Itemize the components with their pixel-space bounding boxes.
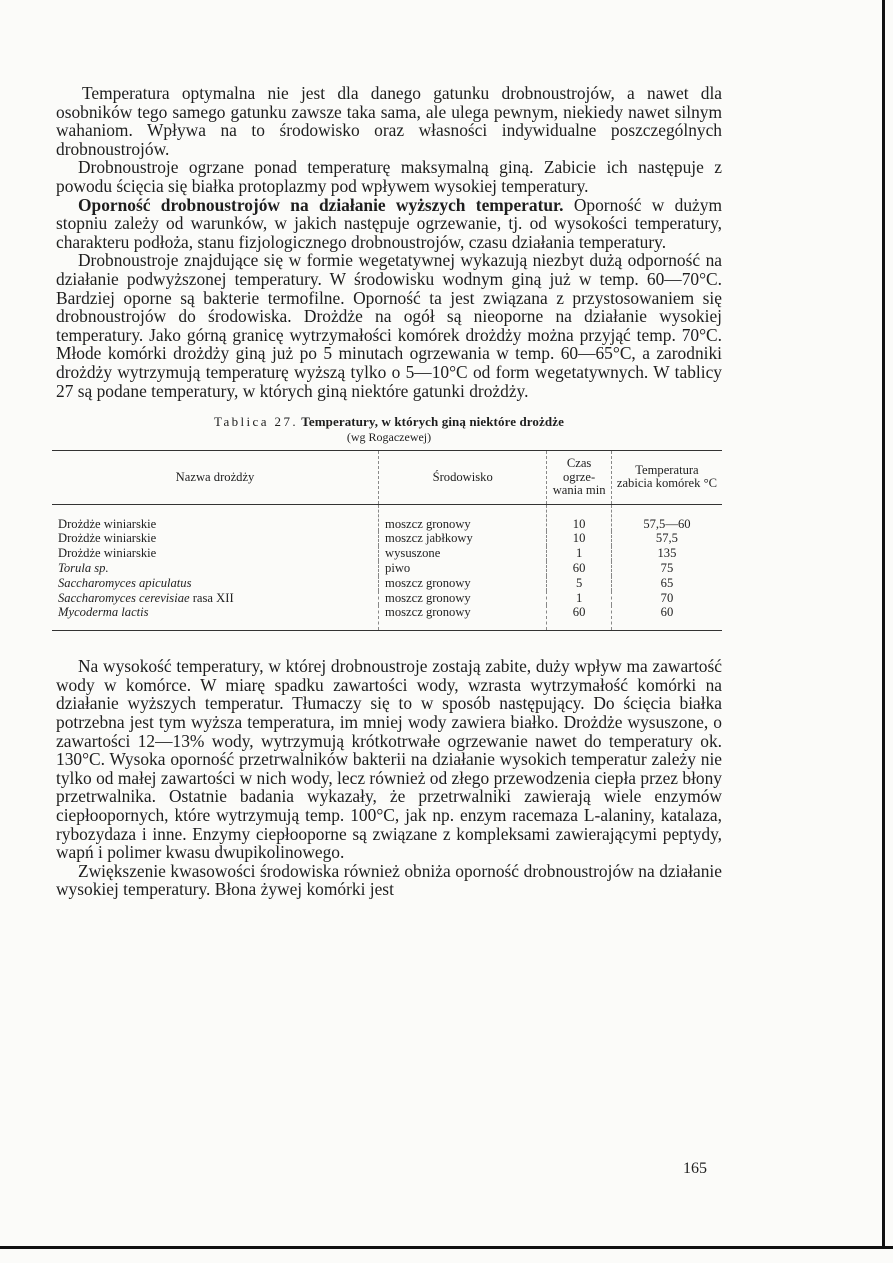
table-label: Tablica 27. — [214, 414, 298, 430]
paragraph-3 — [56, 196, 722, 252]
table-row — [52, 531, 722, 546]
cell-medium: moszcz jabłkowy — [379, 531, 547, 546]
page-content — [56, 84, 722, 899]
cell-temperature: 60 — [611, 605, 722, 630]
table-caption — [56, 414, 722, 445]
header-medium: Środowisko — [379, 451, 547, 505]
cell-time: 1 — [547, 591, 612, 606]
table-row — [52, 591, 722, 606]
paragraph-5: Na wysokość temperatury, w której drobnoustroje zostają zabite, duży wpływ ma zawartość wody w komórce. W miarę spadku zawartości wody, wzrasta wytrzymałość komórki na działanie wyższych temperatur. Tłumaczy się to w sposób następujący. Do ścięcia białka potrzebna jest tym wyższa temperatura, im mniej wody zawiera białko. Drożdże wysuszone, o zawartości 12—13% wody, wytrzymują krótkotrwałe ogrzewanie nawet do temperatury ok. 130°C. Wysoka oporność przetrwalników bakterii na działanie wysokich temperatur zależy nie tylko od małej zawartości w nich wody, lecz również od złego przewodzenia ciepła przez błony przetrwalnika. Ostatnie badania wykazały, że przetrwalniki zawierają wiele enzymów ciepłoopornych, które wytrzymują temp. 100°C, jak np. enzym racemaza L-alaniny, katalaza, rybozydaza i inne. Enzymy ciepłooporne są związane z kompleksami zawierającymi peptydy, wapń i polimer kwasu dwupikolinowego. — [56, 656, 722, 863]
paragraph-1: Temperatura optymalna nie jest dla danego gatunku drobnoustrojów, a nawet dla osobników tego samego gatunku zawsze taka sama, ale ulega pewnym, niekiedy nawet silnym wahaniom. Wpływa na to środowisko oraz własności indywidualne poszczególnych drobnoustrojów. — [56, 83, 722, 159]
yeast-name: Drożdże winiarskie — [58, 531, 157, 546]
cell-time: 1 — [547, 546, 612, 561]
paragraph-6: Zwiększenie kwasowości środowiska również obniża oporność drobnoustrojów na działanie wysokiej temperatury. Błona żywej komórki jest — [56, 860, 722, 900]
yeast-strain: rasa XII — [189, 590, 234, 605]
table-title: Temperatury, w których giną niektóre drożdże — [301, 414, 564, 430]
page-number: 165 — [683, 1160, 707, 1177]
paragraph-3-text: Oporność w dużym stopniu zależy od warunków, w jakich następuje ogrzewanie, tj. od wysokości temperatury, charakteru podłoża, stanu fizjologicznego drobnoustrojów, czasu działania temperatury. — [56, 194, 722, 252]
yeast-name: Saccharomyces cerevisiae — [58, 590, 190, 605]
cell-time: 60 — [547, 605, 612, 630]
header-time: Czas ogrze-wania min — [547, 451, 612, 505]
table-row — [52, 576, 722, 591]
cell-temperature: 57,5—60 — [611, 504, 722, 531]
table-row — [52, 605, 722, 630]
yeast-name: Drożdże winiarskie — [58, 546, 157, 561]
cell-name — [52, 591, 379, 606]
header-temperature: Temperatura zabicia komórek °C — [611, 451, 722, 505]
table-row — [52, 561, 722, 576]
cell-time: 5 — [547, 576, 612, 591]
cell-medium: moszcz gronowy — [379, 504, 547, 531]
scan-border-right — [882, 0, 885, 1246]
scan-border-bottom — [0, 1246, 893, 1249]
cell-name — [52, 531, 379, 546]
cell-temperature: 65 — [611, 576, 722, 591]
cell-medium: moszcz gronowy — [379, 576, 547, 591]
cell-medium: piwo — [379, 561, 547, 576]
yeast-name: Torula sp. — [58, 560, 109, 575]
paragraph-4: Drobnoustroje znajdujące się w formie wegetatywnej wykazują niezbyt dużą odporność na działanie podwyższonej temperatury. W środowisku wodnym giną już w temp. 60—70°C. Bardziej oporne są bakterie termofilne. Oporność ta jest związana z przystosowaniem się drobnoustrojów do środowiska. Drożdże na ogół są nieoporne na działanie wysokiej temperatury. Jako górną granicę wytrzymałości komórek drożdży można przyjąć temp. 70°C. Młode komórki drożdży giną już po 5 minutach ogrzewania w temp. 60—65°C, a zarodniki drożdży wytrzymują temperaturę wyższą tylko o 5—10°C od form wegetatywnych. W tablicy 27 są podane temperatury, w których giną niektóre gatunki drożdży. — [56, 250, 722, 401]
cell-medium: wysuszone — [379, 546, 547, 561]
yeast-name: Drożdże winiarskie — [58, 516, 157, 531]
table-header-row — [52, 451, 722, 505]
cell-temperature: 75 — [611, 561, 722, 576]
cell-medium: moszcz gronowy — [379, 605, 547, 630]
cell-name — [52, 504, 379, 531]
cell-temperature: 70 — [611, 591, 722, 606]
yeast-name: Mycoderma lactis — [58, 605, 149, 620]
cell-temperature: 135 — [611, 546, 722, 561]
yeast-name: Saccharomyces apiculatus — [58, 575, 192, 590]
cell-time: 10 — [547, 531, 612, 546]
header-name: Nazwa drożdży — [52, 451, 379, 505]
cell-name — [52, 561, 379, 576]
cell-time: 10 — [547, 504, 612, 531]
section-heading: Oporność drobnoustrojów na działanie wyższych temperatur. — [78, 194, 564, 215]
table-row — [52, 504, 722, 531]
cell-name — [52, 605, 379, 630]
yeast-temperature-table — [52, 450, 722, 631]
cell-name — [52, 546, 379, 561]
table-subtitle: (wg Rogaczewej) — [346, 430, 432, 445]
cell-name — [52, 576, 379, 591]
cell-temperature: 57,5 — [611, 531, 722, 546]
table-row — [52, 546, 722, 561]
cell-time: 60 — [547, 561, 612, 576]
cell-medium: moszcz gronowy — [379, 591, 547, 606]
table-body — [52, 504, 722, 631]
paragraph-2: Drobnoustroje ogrzane ponad temperaturę maksymalną giną. Zabicie ich następuje z powodu ścięcia się białka protoplazmy pod wpływem wysokiej temperatury. — [56, 157, 722, 196]
